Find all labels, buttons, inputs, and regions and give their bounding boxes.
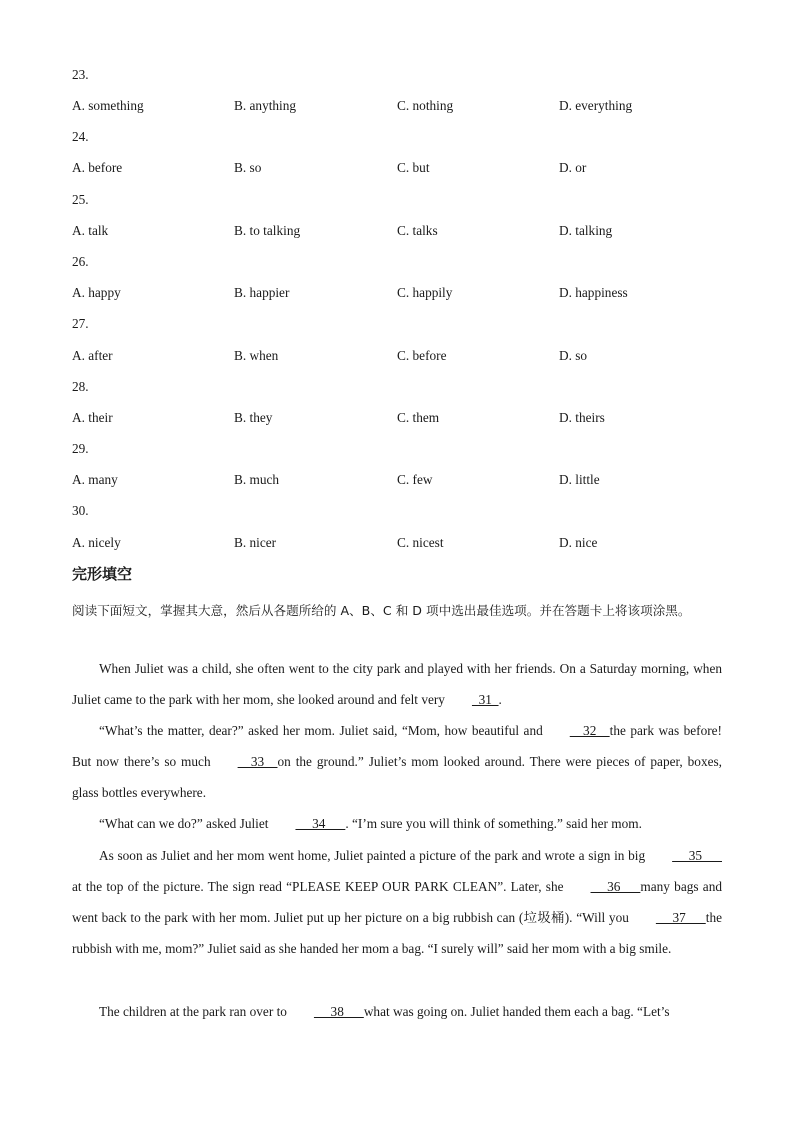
blank-35: 35 <box>672 848 722 863</box>
option-a: A. before <box>72 160 123 175</box>
option-a: A. talk <box>72 223 109 238</box>
option-c: C. happily <box>397 285 453 300</box>
passage-paragraph-4 <box>72 840 722 964</box>
option-d: D. theirs <box>559 410 605 425</box>
options-row <box>72 348 722 366</box>
options-row <box>72 223 722 241</box>
option-b: B. happier <box>234 285 290 300</box>
option-d: D. talking <box>559 223 613 238</box>
passage-text: at the top of the picture. The sign read “PLEASE KEEP OUR PARK CLEAN”. Later, she <box>72 879 564 894</box>
passage-text: When Juliet was a child, she often went to the city park and played with her friends. On a Saturday morning, when Juliet came to the park with her mom, she looked around and felt very <box>72 661 722 707</box>
question-number: 23. <box>72 67 89 82</box>
options-row <box>72 160 722 178</box>
option-b: B. they <box>234 410 273 425</box>
option-c: C. nothing <box>397 98 454 113</box>
option-c: C. them <box>397 410 440 425</box>
blank-36: 36 <box>590 879 641 894</box>
option-d: D. happiness <box>559 285 628 300</box>
option-c: C. talks <box>397 223 438 238</box>
passage-text: “What’s the matter, dear?” asked her mom. Juliet said, “Mom, how beautiful and <box>99 723 543 738</box>
passage-paragraph-1 <box>72 653 722 715</box>
question-number: 28. <box>72 379 89 394</box>
passage-text: what was going on. Juliet handed them each a bag. “Let’s <box>363 1004 670 1019</box>
option-d: D. so <box>559 348 588 363</box>
blank-34: 34 <box>295 816 346 831</box>
passage-text: As soon as Juliet and her mom went home, Juliet painted a picture of the park and wrote a sign in big <box>99 848 646 863</box>
question-number: 25. <box>72 192 89 207</box>
passage-paragraph-2 <box>72 715 722 808</box>
passage-text: . “I’m sure you will think of something.” said her mom. <box>345 816 642 831</box>
blank-32: 32 <box>569 723 610 738</box>
option-a: A. nicely <box>72 535 121 550</box>
options-row <box>72 285 722 303</box>
question-number: 30. <box>72 503 89 518</box>
option-b: B. to talking <box>234 223 301 238</box>
passage-text: on the ground.” Juliet’s mom looked around. There were pieces of paper, boxes, glass bottles everywhere. <box>72 754 722 800</box>
blank-38: 38 <box>313 1004 364 1019</box>
option-a: A. happy <box>72 285 121 300</box>
option-b: B. nicer <box>234 535 277 550</box>
option-c: C. few <box>397 472 433 487</box>
options-row <box>72 535 722 553</box>
option-c: C. but <box>397 160 430 175</box>
option-c: C. nicest <box>397 535 444 550</box>
options-row <box>72 410 722 428</box>
blank-37: 37 <box>655 910 706 925</box>
question-number: 29. <box>72 441 89 456</box>
question-number: 26. <box>72 254 89 269</box>
option-b: B. so <box>234 160 262 175</box>
option-a: A. their <box>72 410 113 425</box>
passage-text: “What can we do?” asked Juliet <box>99 816 269 831</box>
option-c: C. before <box>397 348 447 363</box>
option-b: B. much <box>234 472 280 487</box>
passage-paragraph-3 <box>72 808 722 839</box>
option-a: A. after <box>72 348 113 363</box>
option-b: B. anything <box>234 98 297 113</box>
passage-text: the park was before! But now there’s so much <box>72 723 722 769</box>
options-row <box>72 98 722 116</box>
question-number: 27. <box>72 316 89 331</box>
option-a: A. something <box>72 98 144 113</box>
passage-text: many bags and went back to the park with her mom. Juliet put up her picture on a big rubbish can (垃圾桶). “Will you <box>72 879 723 925</box>
option-a: A. many <box>72 472 118 487</box>
blank-31: 31 <box>471 692 499 707</box>
option-d: D. or <box>559 160 587 175</box>
option-b: B. when <box>234 348 279 363</box>
passage-text: The children at the park ran over to <box>99 1004 287 1019</box>
section-title: 完形填空 <box>72 565 133 583</box>
option-d: D. everything <box>559 98 633 113</box>
option-d: D. nice <box>559 535 598 550</box>
passage-text: . <box>498 692 502 707</box>
passage-paragraph-5 <box>72 996 722 1027</box>
option-d: D. little <box>559 472 600 487</box>
passage-text: the rubbish with me, mom?” Juliet said as she handed her mom a bag. “I surely will” said her mom with a big smile. <box>72 910 722 956</box>
blank-33: 33 <box>237 754 278 769</box>
section-instruction: 阅读下面短文，掌握其大意，然后从各题所给的 A、B、C 和 D 项中选出最佳选项。并在答题卡上将该项涂黑。 <box>72 603 691 618</box>
question-number: 24. <box>72 129 89 144</box>
options-row <box>72 472 722 490</box>
